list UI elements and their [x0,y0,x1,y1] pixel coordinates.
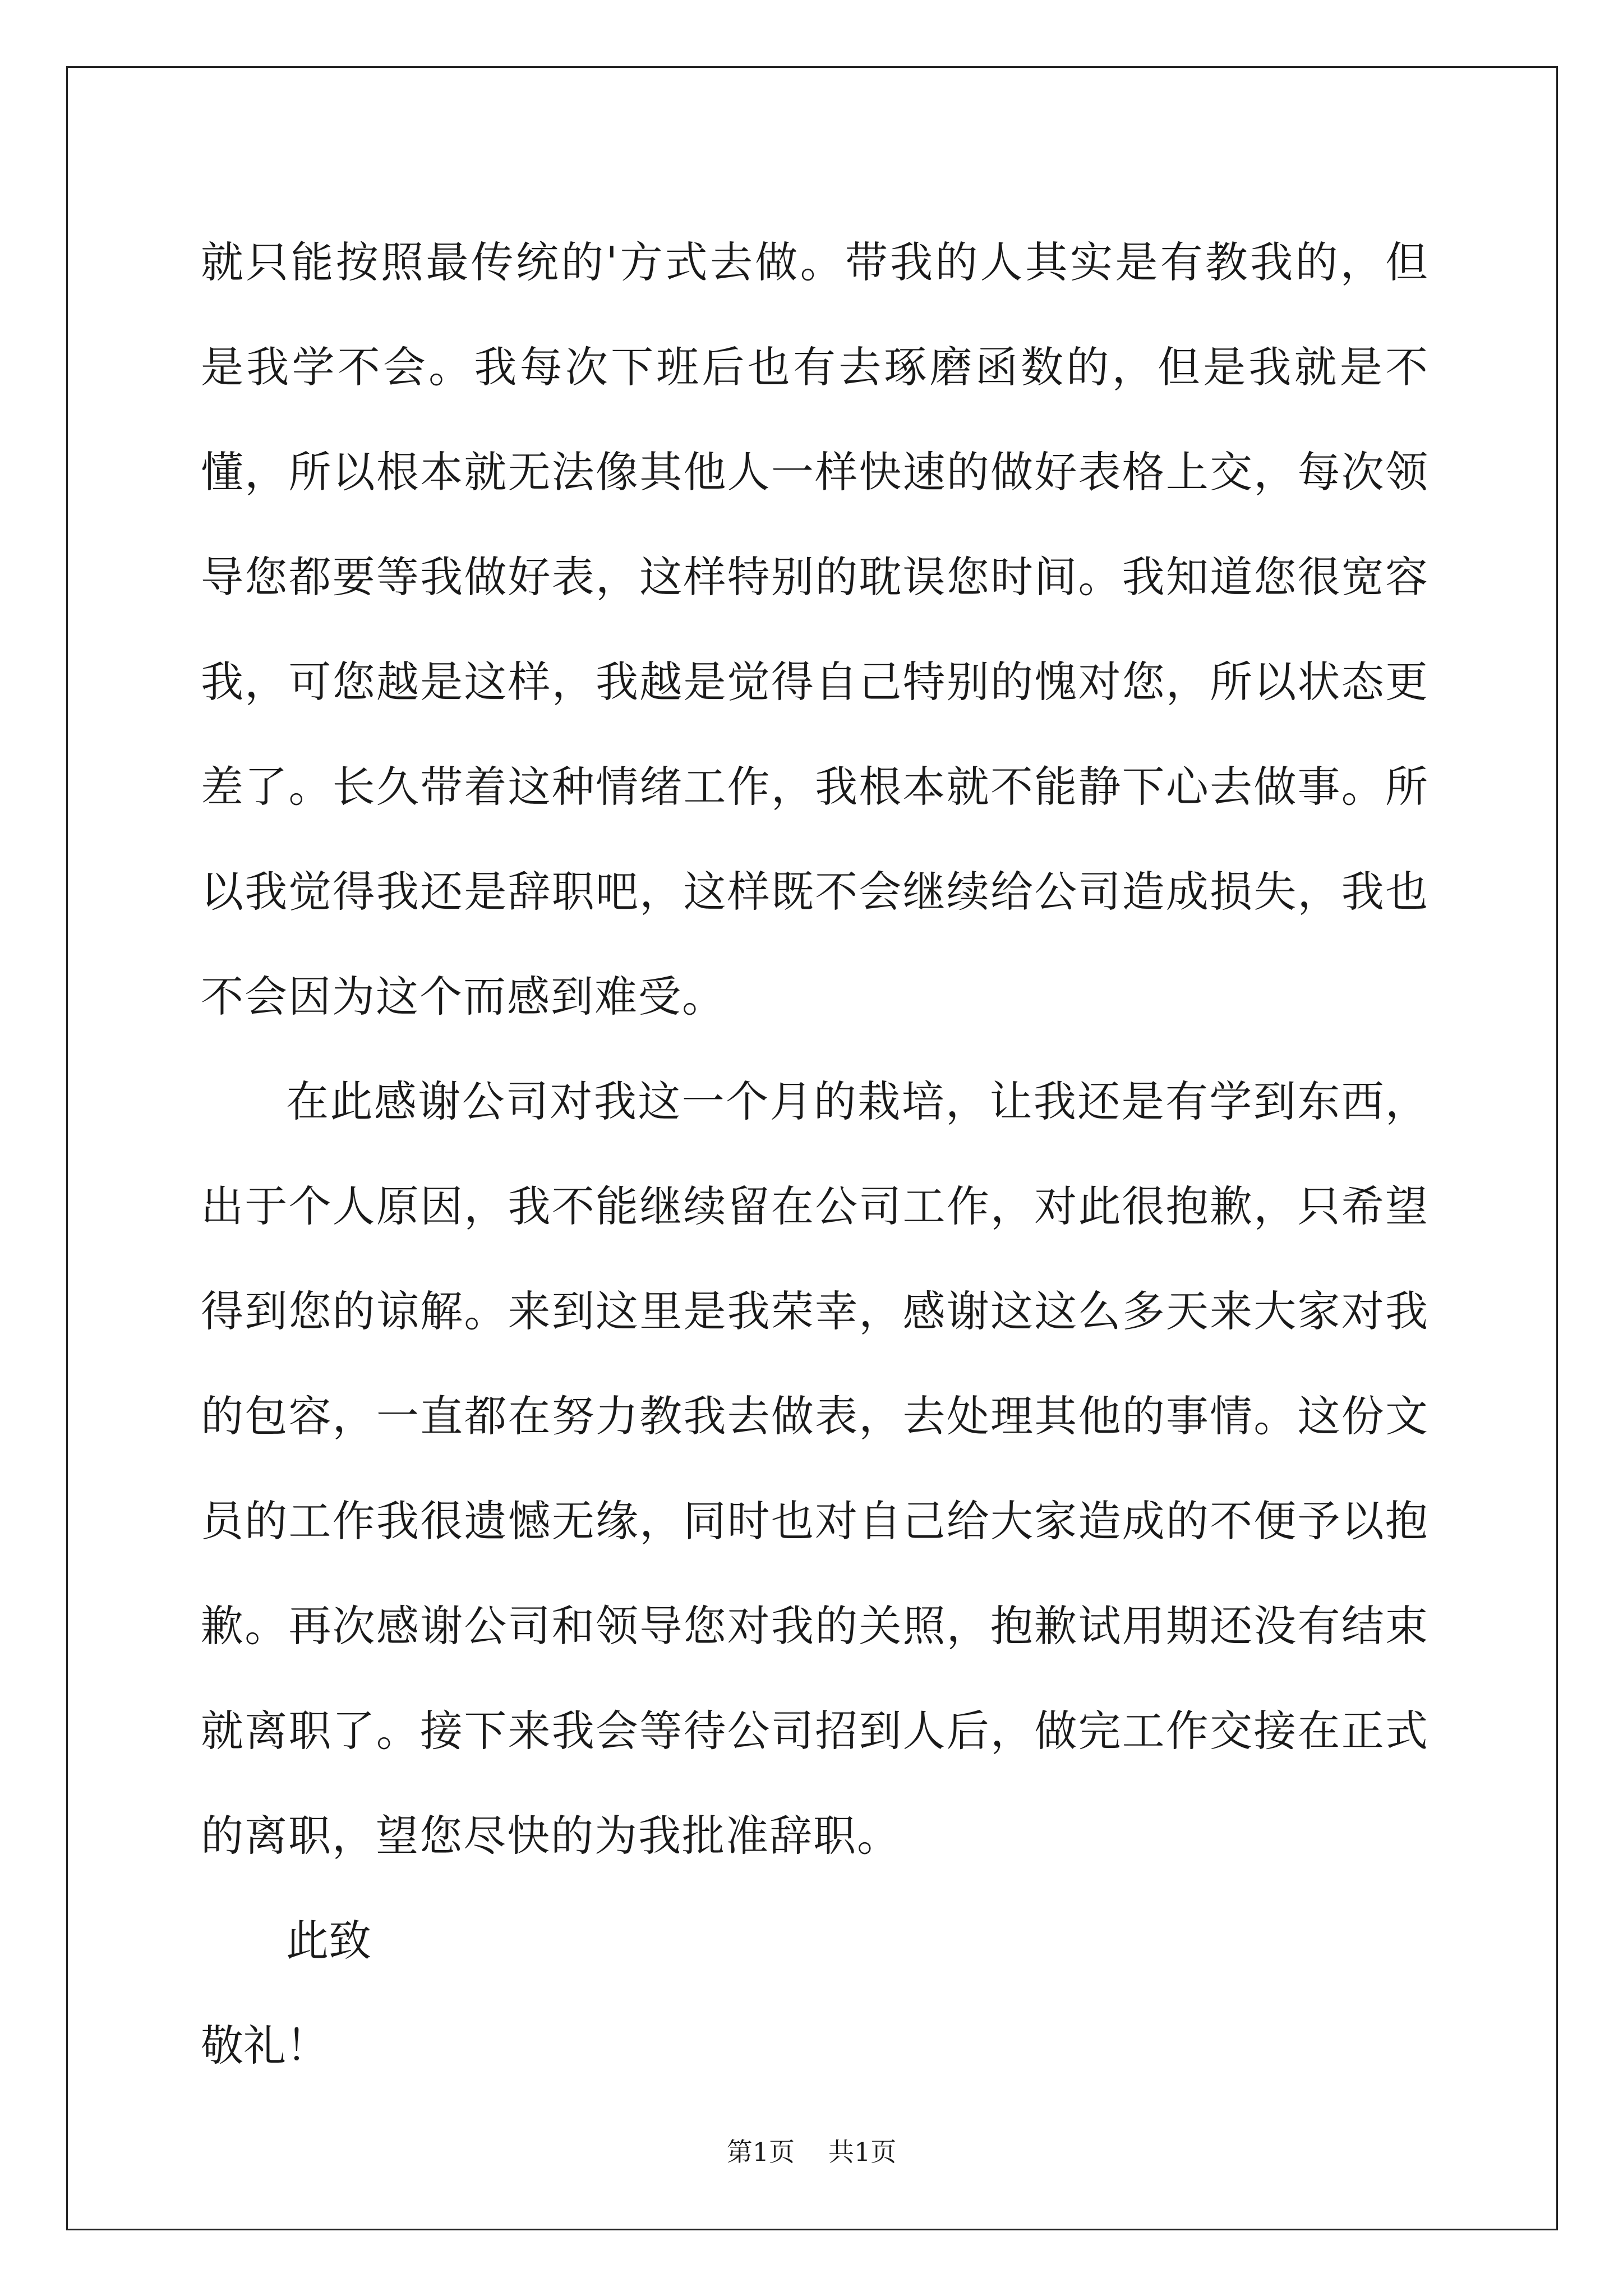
page-number-current: 第1页 [726,2137,795,2167]
page-number-total: 共1页 [828,2137,897,2167]
document-body [201,210,1429,2098]
closing-text: 此致 [286,1916,371,1966]
paragraph-continuation: 就只能按照最传统的'方式去做。带我的人其实是有教我的，但是我学不会。我每次下班后也有去琢磨函数的，但是我就是不懂，所以根本就无法像其他人一样快速的做好表格上交，每次领导您都要等我做好表，这样特别的耽误您时间。我知道您很宽容我，可您越是这样，我越是觉得自己特别的愧对您，所以状态更差了。长久带着这种情绪工作，我根本就不能静下心去做事。所以我觉得我还是辞职吧，这样既不会继续给公司造成损失，我也不会因为这个而感到难受。 [201,237,1429,1022]
page-footer [0,2132,1623,2169]
paragraph-thanks: 在此感谢公司对我这一个月的栽培，让我还是有学到东西，出于个人原因，我不能继续留在公司工作，对此很抱歉，只希望得到您的谅解。来到这里是我荣幸，感谢这这么多天来大家对我的包容，一直都在努力教我去做表，去处理其他的事情。这份文员的工作我很遗憾无缘，同时也对自己给大家造成的不便予以抱歉。再次感谢公司和领导您对我的关照，抱歉试用期还没有结束就离职了。接下来我会等待公司招到人后，做完工作交接在正式的离职，望您尽快的为我批准辞职。 [201,1076,1429,1861]
regards-text: 敬礼！ [201,2021,329,2070]
